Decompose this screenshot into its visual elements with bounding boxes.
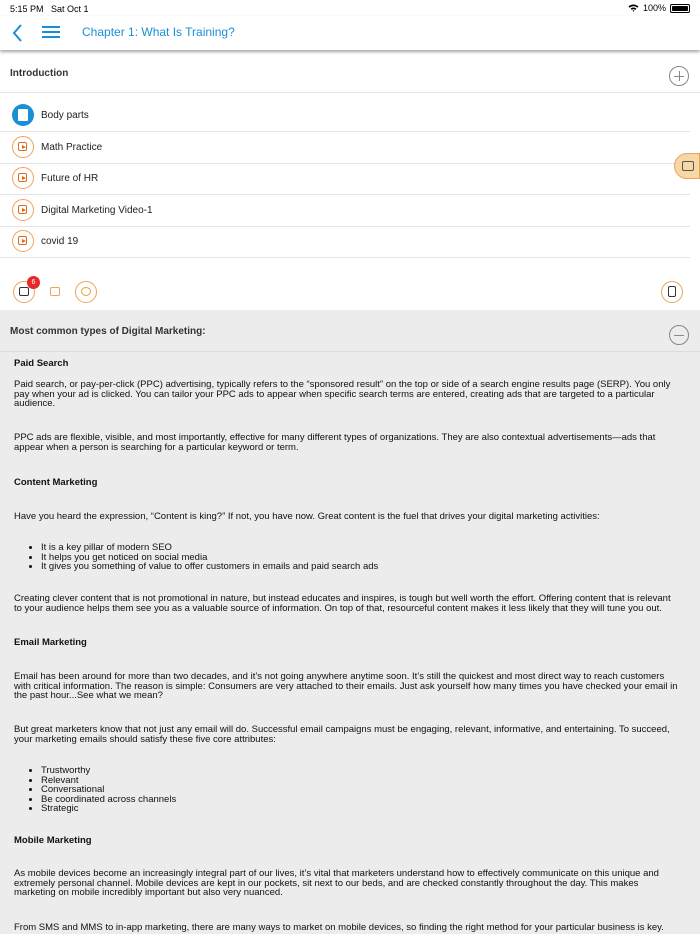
content-bullet-list: [14, 543, 378, 572]
collapse-minus-icon[interactable]: [669, 325, 689, 345]
status-bar: [0, 0, 700, 16]
lesson-item-body-parts[interactable]: [0, 100, 690, 132]
introduction-section: [0, 52, 700, 310]
nav-bar: [0, 16, 700, 50]
heading-email-marketing: Email Marketing: [14, 637, 87, 648]
paragraph: From SMS and MMS to in-app marketing, there are many ways to market on mobile devices, so finding the right method for your particular business is key.: [14, 922, 664, 933]
lesson-label: Future of HR: [41, 173, 99, 184]
list-item: • Conversational: [41, 785, 176, 795]
introduction-title: Introduction: [10, 68, 69, 79]
lesson-label: Digital Marketing Video-1: [41, 205, 153, 216]
notes-count-badge: 6: [27, 276, 40, 289]
list-item: • Be coordinated across channels: [41, 795, 176, 805]
video-icon: [12, 167, 34, 189]
lesson-label: Math Practice: [41, 142, 103, 153]
paragraph: Email has been around for more than two decades, and it’s not going anywhere anytime soon. It’s still the quickest and most direct way to reach customers with critical information. The reason is simple: Consumers are very attached to their emails. Just ask yourself how many times you have checked your email in the past hour...See what we mean?: [14, 671, 678, 702]
lesson-label: covid 19: [41, 236, 79, 247]
paragraph: As mobile devices become an increasingly integral part of our lives, it’s vital that marketers understand how to effectively communicate on this unique and extremely personal channel. Mobile devices are kept in our pockets, sit next to our beds, and are checked constantly throughout the day. This makes marketing on mobile incredibly important but also very nuanced.: [14, 868, 659, 899]
video-icon: [12, 230, 34, 252]
battery-icon: [670, 4, 690, 13]
email-bullet-list: [14, 766, 176, 814]
lesson-label: Body parts: [41, 110, 89, 121]
wifi-icon: [628, 4, 639, 12]
discussion-icon[interactable]: [44, 281, 66, 303]
status-right: [628, 3, 690, 13]
content-title: Most common types of Digital Marketing:: [10, 326, 206, 337]
doc-icon: [12, 104, 34, 126]
lesson-item-math-practice[interactable]: [0, 132, 690, 164]
list-item: • It helps you get noticed on social media: [41, 553, 378, 563]
introduction-header[interactable]: [0, 52, 700, 93]
paragraph: PPC ads are flexible, visible, and most importantly, effective for many different types of organizations. They are also contextual advertisements—ads that appear when a person is searching for a particular keyword or term.: [14, 432, 656, 453]
lesson-item-future-of-hr[interactable]: [0, 163, 690, 195]
battery-percent: 100%: [642, 3, 666, 13]
expand-plus-icon[interactable]: [669, 66, 689, 86]
heading-content-marketing: Content Marketing: [14, 477, 98, 488]
list-item: • Strategic: [41, 804, 176, 814]
list-item: • Trustworthy: [41, 766, 176, 776]
content-header[interactable]: [0, 310, 700, 352]
back-chevron-icon[interactable]: [10, 22, 26, 44]
content-section: [0, 310, 700, 934]
paragraph: Paid search, or pay-per-click (PPC) advertising, typically refers to the “sponsored result” on the top or side of a search engine results page (SERP). You only pay when your ad is clicked. You can tailor your PPC ads to appear when specific search terms are entered, creating ads that are targeted to a particular audience.: [14, 379, 671, 410]
list-item: • It is a key pillar of modern SEO: [41, 543, 378, 553]
paragraph: But great marketers know that not just any email will do. Successful email campaigns must be engaging, relevant, informative, and entertaining. To succeed, your marketing emails should satisfy these five core attributes:: [14, 724, 670, 745]
heading-paid-search: Paid Search: [14, 358, 69, 369]
video-icon: [12, 199, 34, 221]
hamburger-menu-icon[interactable]: [42, 26, 60, 40]
bookmark-icon[interactable]: [661, 281, 683, 303]
list-item: • Relevant: [41, 776, 176, 786]
status-time: 5:15 PM Sat Oct 1: [10, 4, 89, 14]
chat-bubble-icon[interactable]: [75, 281, 97, 303]
side-panel-tab-icon[interactable]: [674, 153, 700, 179]
heading-mobile-marketing: Mobile Marketing: [14, 835, 92, 846]
paragraph: Creating clever content that is not promotional in nature, but instead educates and inspires, is tough but well worth the effort. Offering content that is relevant to your audience helps them see you as a valuable source of information. On top of that, resourceful content makes it less likely that they will tune you out.: [14, 593, 671, 614]
lesson-item-covid-19[interactable]: [0, 226, 690, 258]
lesson-item-digital-marketing-video[interactable]: [0, 195, 690, 227]
video-icon: [12, 136, 34, 158]
page-title: Chapter 1: What Is Training?: [82, 25, 235, 39]
list-item: • It gives you something of value to offer customers in emails and paid search ads: [41, 562, 378, 572]
paragraph: Have you heard the expression, “Content is king?” If not, you have now. Great content is the fuel that drives your digital marketing activities:: [14, 511, 600, 522]
